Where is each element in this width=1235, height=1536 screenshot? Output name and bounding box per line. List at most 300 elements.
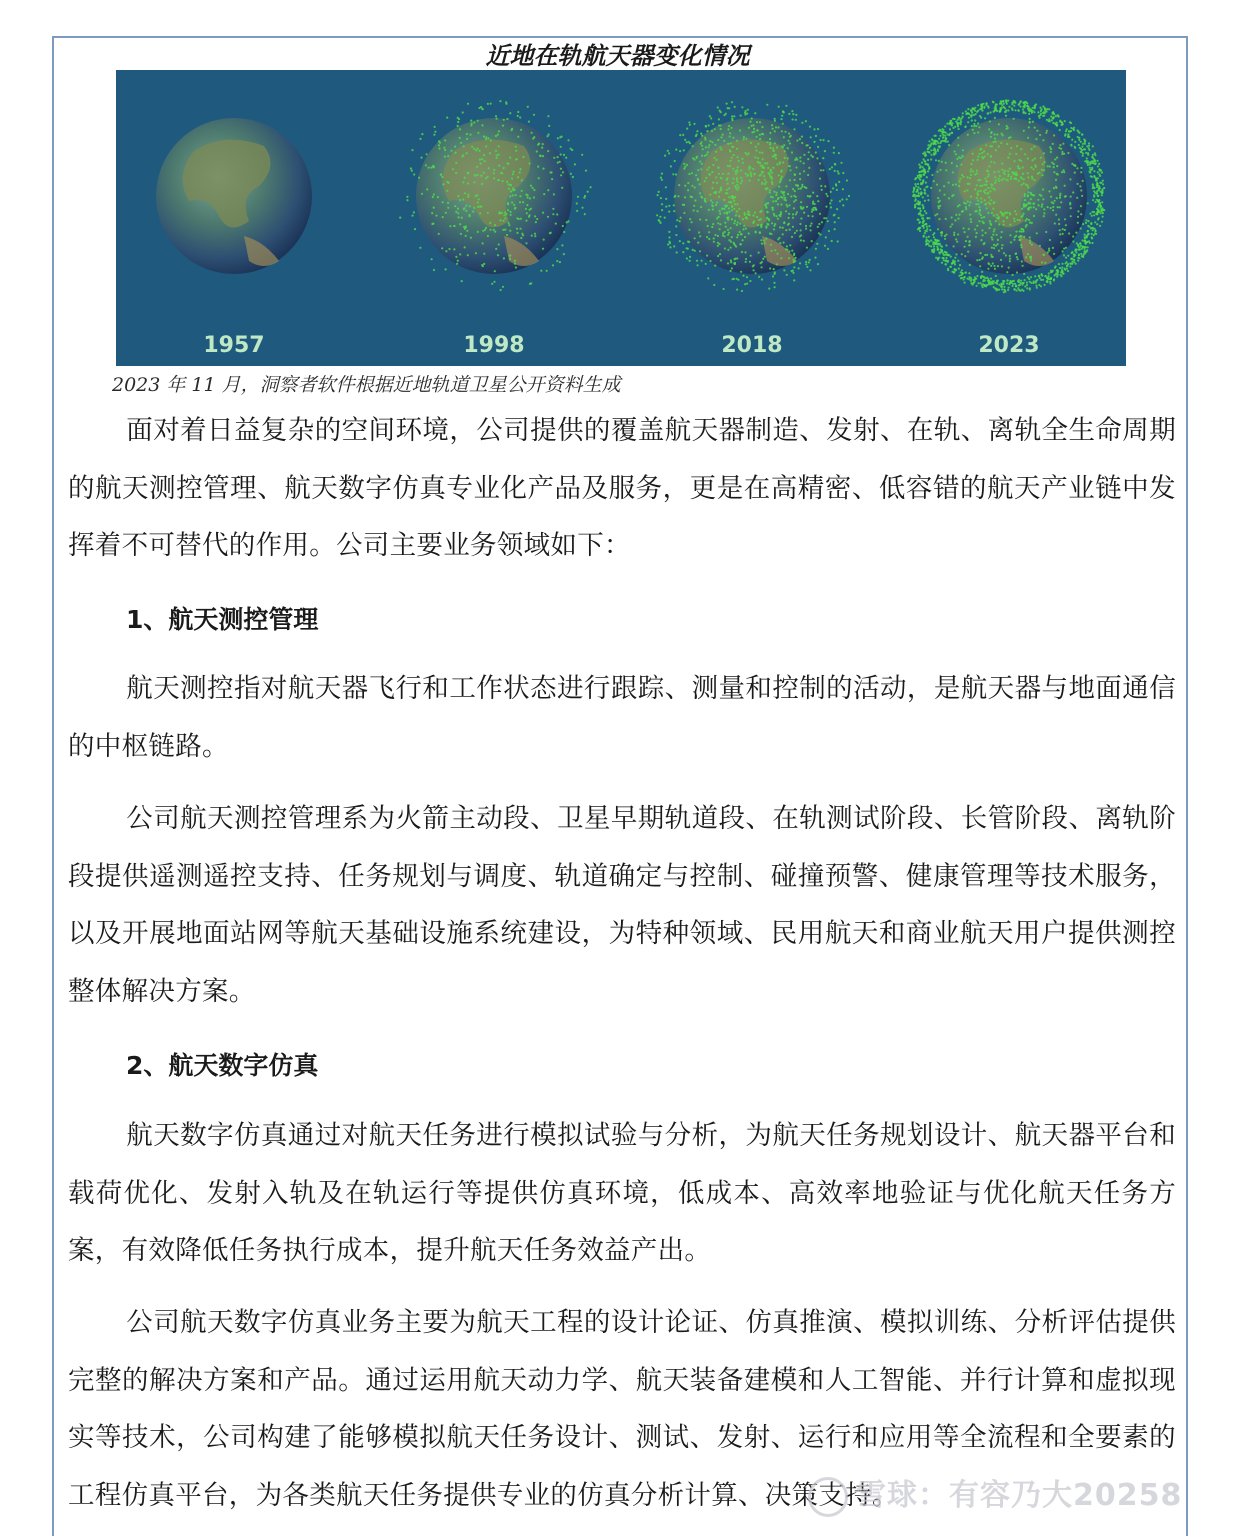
satellite-dot <box>715 191 717 193</box>
satellite-dot <box>1069 178 1071 180</box>
satellite-dot <box>406 196 408 198</box>
satellite-dot <box>1030 259 1032 261</box>
satellite-dot <box>728 232 730 234</box>
satellite-dot <box>1008 106 1010 108</box>
satellite-dot <box>1054 274 1056 276</box>
satellite-dot <box>990 183 992 185</box>
satellite-dot <box>750 255 752 257</box>
satellite-dot <box>808 151 810 153</box>
satellite-dot <box>789 142 791 144</box>
satellite-dot <box>960 163 962 165</box>
satellite-dot <box>781 176 783 178</box>
satellite-dot <box>699 192 701 194</box>
satellite-dot <box>466 230 468 232</box>
satellite-dot <box>1013 105 1015 107</box>
satellite-dot <box>841 198 843 200</box>
satellite-dot <box>935 135 937 137</box>
satellite-dot <box>431 258 433 260</box>
satellite-dot <box>674 160 676 162</box>
satellite-dot <box>973 132 975 134</box>
satellite-dot <box>445 250 447 252</box>
satellite-dot <box>925 182 927 184</box>
satellite-dot <box>497 134 499 136</box>
satellite-dot <box>547 150 549 152</box>
satellite-dot <box>477 206 479 208</box>
satellite-dot <box>678 184 680 186</box>
satellite-dot <box>970 170 972 172</box>
satellite-dot <box>951 195 953 197</box>
satellite-dot <box>1080 167 1082 169</box>
satellite-dot <box>442 201 444 203</box>
satellite-dot <box>796 230 798 232</box>
satellite-dot <box>728 196 730 198</box>
satellite-dot <box>977 199 979 201</box>
satellite-dot <box>971 112 973 114</box>
satellite-dot <box>752 124 754 126</box>
satellite-dot <box>980 190 982 192</box>
satellite-dot <box>986 207 988 209</box>
satellite-dot <box>1062 228 1064 230</box>
satellite-dot <box>526 204 528 206</box>
satellite-dot <box>661 179 663 181</box>
satellite-dot <box>446 181 448 183</box>
satellite-dot <box>456 263 458 265</box>
satellite-dot <box>813 128 815 130</box>
satellite-dot <box>731 236 733 238</box>
satellite-dot <box>539 155 541 157</box>
satellite-dot <box>793 207 795 209</box>
satellite-dot <box>913 194 915 196</box>
satellite-dot <box>1045 132 1047 134</box>
satellite-dot <box>792 270 794 272</box>
satellite-dot <box>1050 151 1052 153</box>
satellite-dot <box>787 224 789 226</box>
satellite-dot <box>820 169 822 171</box>
satellite-dot <box>987 175 989 177</box>
satellite-dot <box>1002 280 1004 282</box>
satellite-dot <box>925 236 927 238</box>
satellite-dot <box>459 253 461 255</box>
satellite-dot <box>682 204 684 206</box>
satellite-dot <box>739 129 741 131</box>
satellite-dot <box>697 178 699 180</box>
satellite-dot <box>1091 167 1093 169</box>
satellite-dot <box>784 131 786 133</box>
satellite-dot <box>1028 278 1030 280</box>
satellite-dot <box>559 161 561 163</box>
satellite-dot <box>995 275 997 277</box>
satellite-dot <box>812 202 814 204</box>
satellite-dot <box>975 125 977 127</box>
satellite-dot <box>1097 211 1099 213</box>
satellite-dot <box>531 132 533 134</box>
satellite-dot <box>457 125 459 127</box>
satellite-dot <box>1013 218 1015 220</box>
satellite-dot <box>449 225 451 227</box>
satellite-dot <box>1093 214 1095 216</box>
satellite-dot <box>774 286 776 288</box>
satellite-dot <box>936 239 938 241</box>
satellite-dot <box>1004 107 1006 109</box>
satellite-dot <box>1003 103 1005 105</box>
satellite-dot <box>770 244 772 246</box>
satellite-dot <box>962 149 964 151</box>
satellite-dot <box>793 179 795 181</box>
satellite-dot <box>742 218 744 220</box>
satellite-dot <box>444 156 446 158</box>
satellite-dot <box>993 171 995 173</box>
satellite-dot <box>945 137 947 139</box>
satellite-dot <box>977 190 979 192</box>
satellite-dot <box>758 276 760 278</box>
satellite-dot <box>728 239 730 241</box>
satellite-dot <box>511 201 513 203</box>
satellite-dot <box>785 229 787 231</box>
satellite-dot <box>937 150 939 152</box>
satellite-dot <box>942 257 944 259</box>
satellite-dot <box>719 253 721 255</box>
satellite-dot <box>791 151 793 153</box>
satellite-dot <box>1030 198 1032 200</box>
satellite-dot <box>1059 144 1061 146</box>
satellite-dot <box>1066 261 1068 263</box>
satellite-dot <box>921 217 923 219</box>
satellite-dot <box>683 212 685 214</box>
satellite-dot <box>1027 253 1029 255</box>
satellite-dot <box>1014 177 1016 179</box>
satellite-dot <box>920 210 922 212</box>
satellite-dot <box>721 208 723 210</box>
satellite-dot <box>923 158 925 160</box>
satellite-dot <box>706 130 708 132</box>
satellite-dot <box>947 261 949 263</box>
satellite-dot <box>700 168 702 170</box>
satellite-dot <box>1076 242 1078 244</box>
satellite-dot <box>961 155 963 157</box>
satellite-dot <box>761 133 763 135</box>
satellite-dot <box>809 195 811 197</box>
satellite-dot <box>460 233 462 235</box>
satellite-dot <box>922 196 924 198</box>
satellite-dot <box>567 139 569 141</box>
satellite-dot <box>736 257 738 259</box>
satellite-dot <box>1015 285 1017 287</box>
satellite-dot <box>1056 157 1058 159</box>
satellite-dot <box>1007 279 1009 281</box>
satellite-dot <box>1001 179 1003 181</box>
satellite-dot <box>998 123 1000 125</box>
satellite-dot <box>919 207 921 209</box>
satellite-dot <box>1016 271 1018 273</box>
satellite-dot <box>748 127 750 129</box>
satellite-dot <box>1031 244 1033 246</box>
satellite-dot <box>705 219 707 221</box>
satellite-dot <box>1009 153 1011 155</box>
satellite-dot <box>976 259 978 261</box>
satellite-dot <box>1040 157 1042 159</box>
satellite-dot <box>1005 254 1007 256</box>
satellite-dot <box>688 229 690 231</box>
satellite-dot <box>1053 166 1055 168</box>
satellite-dot <box>716 159 718 161</box>
satellite-dot <box>533 196 535 198</box>
satellite-dot <box>426 188 428 190</box>
satellite-dot <box>793 253 795 255</box>
satellite-dot <box>699 250 701 252</box>
satellite-dot <box>1075 251 1077 253</box>
satellite-dot <box>994 137 996 139</box>
satellite-dot <box>766 217 768 219</box>
satellite-dot <box>1028 126 1030 128</box>
satellite-dot <box>561 136 563 138</box>
satellite-dot <box>727 249 729 251</box>
satellite-dot <box>764 183 766 185</box>
satellite-dot <box>991 236 993 238</box>
satellite-dot <box>1003 178 1005 180</box>
satellite-dot <box>1028 109 1030 111</box>
satellite-dot <box>699 218 701 220</box>
satellite-dot <box>459 199 461 201</box>
satellite-dot <box>759 121 761 123</box>
satellite-dot <box>477 174 479 176</box>
satellite-dot <box>951 162 953 164</box>
satellite-dot <box>521 190 523 192</box>
satellite-dot <box>807 195 809 197</box>
satellite-dot <box>464 192 466 194</box>
satellite-dot <box>773 155 775 157</box>
satellite-dot <box>467 196 469 198</box>
satellite-dot <box>957 260 959 262</box>
satellite-dot <box>1089 171 1091 173</box>
satellite-dot <box>686 141 688 143</box>
satellite-dot <box>815 209 817 211</box>
satellite-dot <box>1096 208 1098 210</box>
satellite-dot <box>764 162 766 164</box>
satellite-dot <box>1081 146 1083 148</box>
satellite-dot <box>1093 196 1095 198</box>
satellite-dot <box>735 214 737 216</box>
satellite-dot <box>938 240 940 242</box>
satellite-dot <box>471 123 473 125</box>
satellite-dot <box>459 137 461 139</box>
satellite-dot <box>785 248 787 250</box>
satellite-dot <box>683 168 685 170</box>
satellite-dot <box>1053 134 1055 136</box>
satellite-dot <box>980 214 982 216</box>
satellite-dot <box>704 139 706 141</box>
satellite-dot <box>509 230 511 232</box>
satellite-dot <box>1039 134 1041 136</box>
satellite-dot <box>998 180 1000 182</box>
satellite-dot <box>1059 193 1061 195</box>
satellite-dot <box>1030 276 1032 278</box>
satellite-dot <box>1079 249 1081 251</box>
satellite-dot <box>965 202 967 204</box>
satellite-dot <box>1029 242 1031 244</box>
satellite-dot <box>1006 271 1008 273</box>
satellite-dot <box>922 166 924 168</box>
satellite-dot <box>761 152 763 154</box>
satellite-dot <box>808 261 810 263</box>
satellite-dot <box>778 237 780 239</box>
satellite-dot <box>1082 180 1084 182</box>
satellite-dot <box>1082 239 1084 241</box>
satellite-dot <box>425 164 427 166</box>
satellite-dot <box>776 263 778 265</box>
satellite-dot <box>775 194 777 196</box>
satellite-dot <box>980 277 982 279</box>
satellite-dot <box>803 154 805 156</box>
satellite-dot <box>1023 111 1025 113</box>
satellite-dot <box>774 142 776 144</box>
satellite-dot <box>837 170 839 172</box>
satellite-dot <box>711 130 713 132</box>
satellite-dot <box>715 204 717 206</box>
satellite-dot <box>454 205 456 207</box>
satellite-dot <box>1074 165 1076 167</box>
satellite-dot <box>443 147 445 149</box>
satellite-dot <box>806 206 808 208</box>
satellite-dot <box>956 158 958 160</box>
satellite-dot <box>1029 118 1031 120</box>
satellite-dot <box>988 128 990 130</box>
satellite-dot <box>800 207 802 209</box>
satellite-dot <box>1004 289 1006 291</box>
satellite-dot <box>791 236 793 238</box>
satellite-dot <box>778 197 780 199</box>
satellite-dot <box>753 128 755 130</box>
satellite-dot <box>483 154 485 156</box>
satellite-dot <box>411 215 413 217</box>
satellite-dot <box>727 173 729 175</box>
satellite-dot <box>770 233 772 235</box>
satellite-dot <box>687 189 689 191</box>
satellite-dot <box>740 271 742 273</box>
satellite-dot <box>816 195 818 197</box>
satellite-dot <box>914 206 916 208</box>
satellite-dot <box>970 282 972 284</box>
satellite-dot <box>938 207 940 209</box>
satellite-dot <box>759 151 761 153</box>
satellite-dot <box>783 269 785 271</box>
satellite-dot <box>919 212 921 214</box>
satellite-dot <box>987 192 989 194</box>
satellite-dot <box>503 257 505 259</box>
satellite-dot <box>815 135 817 137</box>
satellite-dot <box>973 123 975 125</box>
satellite-dot <box>748 179 750 181</box>
satellite-dot <box>927 217 929 219</box>
satellite-dot <box>1008 283 1010 285</box>
satellite-dot <box>1103 187 1105 189</box>
satellite-dot <box>1078 257 1080 259</box>
satellite-dot <box>1010 147 1012 149</box>
satellite-dot <box>968 117 970 119</box>
satellite-dot <box>1009 260 1011 262</box>
satellite-dot <box>502 180 504 182</box>
satellite-dot <box>683 149 685 151</box>
satellite-dot <box>977 282 979 284</box>
satellite-dot <box>979 149 981 151</box>
satellite-dot <box>1081 133 1083 135</box>
satellite-dot <box>783 222 785 224</box>
satellite-dot <box>1094 232 1096 234</box>
satellite-dot <box>838 152 840 154</box>
satellite-dot <box>793 128 795 130</box>
satellite-dot <box>1026 224 1028 226</box>
satellite-dot <box>780 203 782 205</box>
satellite-dot <box>689 142 691 144</box>
satellite-dot <box>746 276 748 278</box>
satellite-dot <box>917 175 919 177</box>
satellite-dot <box>691 172 693 174</box>
satellite-dot <box>918 164 920 166</box>
satellite-dot <box>1029 202 1031 204</box>
satellite-dot <box>951 223 953 225</box>
satellite-dot <box>701 155 703 157</box>
satellite-dot <box>1019 284 1021 286</box>
satellite-dot <box>938 138 940 140</box>
satellite-dot <box>1059 229 1061 231</box>
satellite-dot <box>445 212 447 214</box>
satellite-dot <box>765 238 767 240</box>
satellite-dot <box>771 181 773 183</box>
satellite-dot <box>1023 130 1025 132</box>
satellite-dot <box>801 142 803 144</box>
satellite-dot <box>1033 215 1035 217</box>
satellite-dot <box>519 201 521 203</box>
satellite-dot <box>668 152 670 154</box>
satellite-dot <box>1059 197 1061 199</box>
satellite-dot <box>478 150 480 152</box>
satellite-dot <box>990 111 992 113</box>
satellite-dot <box>695 135 697 137</box>
satellite-dot <box>1025 101 1027 103</box>
satellite-dot <box>1044 262 1046 264</box>
satellite-dot <box>954 150 956 152</box>
satellite-dot <box>792 118 794 120</box>
satellite-dot <box>531 235 533 237</box>
watermark-text: 雪球：有容乃大20258 <box>856 1478 1183 1513</box>
satellite-dot <box>441 247 443 249</box>
satellite-dot <box>542 168 544 170</box>
satellite-dot <box>964 246 966 248</box>
satellite-dot <box>823 217 825 219</box>
satellite-dot <box>945 244 947 246</box>
satellite-dot <box>725 226 727 228</box>
satellite-dot <box>691 221 693 223</box>
satellite-dot <box>1064 120 1066 122</box>
satellite-dot <box>957 218 959 220</box>
satellite-dot <box>679 150 681 152</box>
satellite-dot <box>1048 248 1050 250</box>
satellite-dot <box>1014 160 1016 162</box>
satellite-dot <box>1057 272 1059 274</box>
satellite-dot <box>1036 232 1038 234</box>
satellite-dot <box>769 143 771 145</box>
satellite-dot <box>984 284 986 286</box>
satellite-dot <box>992 101 994 103</box>
satellite-dot <box>1096 186 1098 188</box>
satellite-dot <box>753 269 755 271</box>
satellite-dot <box>927 199 929 201</box>
satellite-dot <box>825 217 827 219</box>
satellite-dot <box>432 196 434 198</box>
satellite-dot <box>1008 287 1010 289</box>
satellite-dot <box>995 149 997 151</box>
satellite-dot <box>930 149 932 151</box>
satellite-dot <box>836 208 838 210</box>
